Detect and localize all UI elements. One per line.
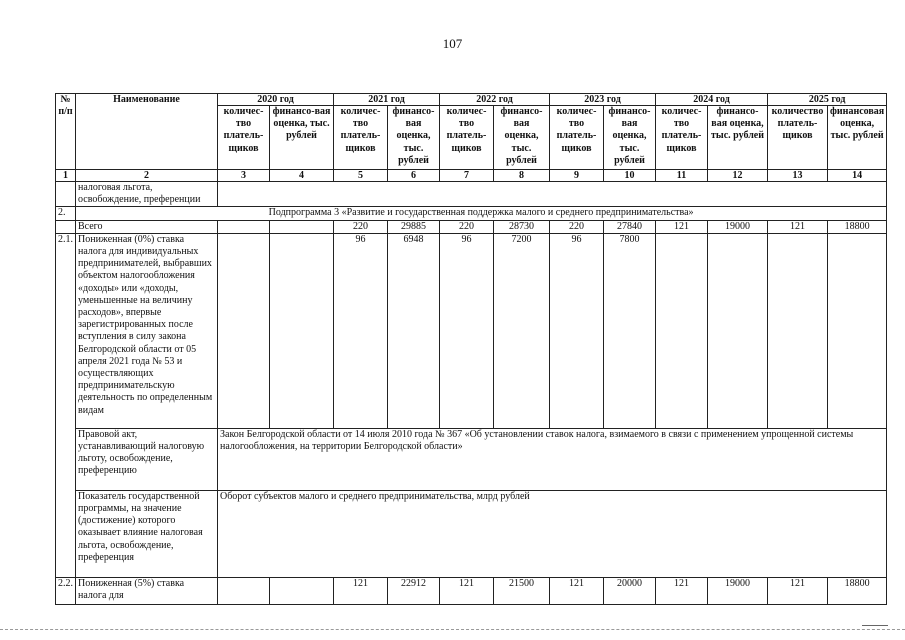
value-cell: 121 (440, 577, 494, 604)
value-cell: 18800 (828, 577, 887, 604)
total-row (56, 220, 887, 233)
value-cell: 96 (334, 233, 388, 428)
value-cell: 220 (440, 220, 494, 233)
value-cell (270, 577, 334, 604)
total-label: Всего (76, 220, 218, 233)
value-cell: 19000 (708, 220, 768, 233)
value-cell: 19000 (708, 577, 768, 604)
continuation-row (56, 182, 887, 207)
value-cell: 121 (334, 577, 388, 604)
column-number: 1 (56, 170, 76, 182)
header-name: Наименование (76, 94, 218, 170)
column-number: 14 (828, 170, 887, 182)
item-row-2-2 (56, 577, 887, 604)
column-number: 11 (656, 170, 708, 182)
value-cell: 22912 (388, 577, 440, 604)
item-name: Пониженная (0%) ставка налога для индивидуальных предпринимателей, выбравших объектом налогообложения «доходы» или «доходы, уменьшенные на величину расходов», впервые зарегистрированных после вступления в силу закона Белгородской области от 05 апреля 2021 года № 53 и осуществляющих предпринимательскую деятельность по определенным видам (76, 233, 218, 428)
value-cell: 121 (656, 220, 708, 233)
value-cell (270, 233, 334, 428)
subheader-cell: финансо-вая оценка, тыс. рублей (388, 106, 440, 170)
value-cell (768, 233, 828, 428)
column-number: 6 (388, 170, 440, 182)
item-name: Пониженная (5%) ставка налога для (76, 577, 218, 604)
continuation-text: налоговая льгота, освобождение, преференции (76, 182, 218, 207)
value-cell: 18800 (828, 220, 887, 233)
value-cell: 7200 (494, 233, 550, 428)
subprogram-title: Подпрограмма 3 «Развитие и государственная поддержка малого и среднего предпринимательства» (76, 207, 887, 220)
subheader-cell: количес-тво платель-щиков (550, 106, 604, 170)
header-row-years (56, 94, 887, 106)
legal-act-row (56, 428, 887, 490)
header-year-2022: 2022 год (440, 94, 550, 106)
subheader-cell: количес-тво платель-щиков (440, 106, 494, 170)
value-cell: 121 (656, 577, 708, 604)
subheader-cell: финансо-вая оценка, тыс. рублей (494, 106, 550, 170)
subheader-cell: финансо-вая оценка, тыс. рублей (604, 106, 656, 170)
column-number: 7 (440, 170, 494, 182)
value-cell (828, 233, 887, 428)
value-cell (270, 220, 334, 233)
value-cell: 121 (768, 220, 828, 233)
value-cell: 220 (550, 220, 604, 233)
value-cell: 121 (550, 577, 604, 604)
value-cell (708, 233, 768, 428)
column-number: 10 (604, 170, 656, 182)
legal-act-text: Закон Белгородской области от 14 июля 2010 года № 367 «Об установлении ставок налога, взимаемого в связи с применением упрощенной системы налогообложения, на территории Белгородской области» (218, 428, 887, 490)
column-number: 12 (708, 170, 768, 182)
scan-edge-mark (862, 625, 888, 634)
value-cell: 96 (550, 233, 604, 428)
indicator-text: Оборот субъектов малого и среднего предпринимательства, млрд рублей (218, 490, 887, 577)
value-cell (218, 233, 270, 428)
value-cell: 28730 (494, 220, 550, 233)
item-num: 2.2. (56, 577, 76, 604)
value-cell: 20000 (604, 577, 656, 604)
header-year-2020: 2020 год (218, 94, 334, 106)
header-year-2025: 2025 год (768, 94, 887, 106)
subheader-cell: количес-тво платель-щиков (218, 106, 270, 170)
column-number-row (56, 170, 887, 182)
item-row-2-1 (56, 233, 887, 428)
column-number: 2 (76, 170, 218, 182)
indicator-row (56, 490, 887, 577)
value-cell: 7800 (604, 233, 656, 428)
column-number: 8 (494, 170, 550, 182)
value-cell: 21500 (494, 577, 550, 604)
value-cell: 29885 (388, 220, 440, 233)
header-year-2021: 2021 год (334, 94, 440, 106)
value-cell: 220 (334, 220, 388, 233)
subprogram-row (56, 207, 887, 220)
indicator-label: Показатель государственной программы, на значение (достижение) которого оказывает влияние налоговая льгота, освобождение, преференция (76, 490, 218, 577)
subheader-cell: количес-тво платель-щиков (656, 106, 708, 170)
tax-benefits-table (55, 93, 887, 605)
value-cell (656, 233, 708, 428)
subheader-cell: финансо-вая оценка, тыс. рублей (708, 106, 768, 170)
column-number: 13 (768, 170, 828, 182)
value-cell (218, 577, 270, 604)
subheader-cell: финансо-вая оценка, тыс. рублей (270, 106, 334, 170)
legal-act-label: Правовой акт, устанавливающий налоговую льготу, освобождение, преференцию (76, 428, 218, 490)
subheader-cell: количество платель-щиков (768, 106, 828, 170)
column-number: 9 (550, 170, 604, 182)
value-cell (218, 220, 270, 233)
value-cell: 6948 (388, 233, 440, 428)
header-year-2024: 2024 год (656, 94, 768, 106)
column-number: 4 (270, 170, 334, 182)
subheader-cell: финансовая оценка, тыс. рублей (828, 106, 887, 170)
header-num: № п/п (56, 94, 76, 170)
subprogram-num: 2. (56, 207, 76, 220)
item-num: 2.1. (56, 233, 76, 577)
column-number: 3 (218, 170, 270, 182)
page-number: 107 (442, 36, 463, 51)
value-cell: 121 (768, 577, 828, 604)
header-year-2023: 2023 год (550, 94, 656, 106)
value-cell: 27840 (604, 220, 656, 233)
subheader-cell: количес-тво платель-щиков (334, 106, 388, 170)
value-cell: 96 (440, 233, 494, 428)
scan-edge-line (0, 629, 905, 631)
column-number: 5 (334, 170, 388, 182)
